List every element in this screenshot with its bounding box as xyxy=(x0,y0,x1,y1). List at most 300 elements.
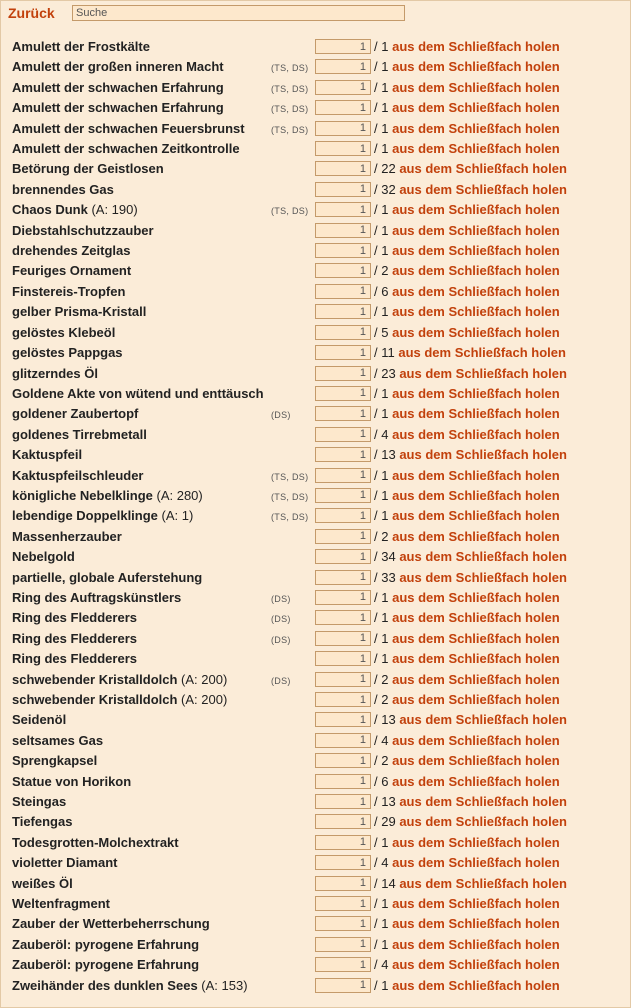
item-name xyxy=(12,794,66,809)
list-item xyxy=(0,384,631,404)
item-name-text: Goldene Akte von wütend und enttäusch xyxy=(12,385,264,401)
item-name-text: Seidenöl xyxy=(12,712,67,728)
fetch-from-locker-link[interactable]: aus dem Schließfach holen xyxy=(392,467,560,483)
quantity-input[interactable] xyxy=(315,692,371,707)
item-name-text: Amulett der Frostkälte xyxy=(12,39,150,54)
item-total-count: / 29 xyxy=(374,814,396,830)
item-name-text: Ring des Fledderers xyxy=(12,630,137,646)
quantity-input[interactable] xyxy=(315,896,371,911)
fetch-from-locker-link[interactable]: aus dem Schließfach holen xyxy=(399,447,567,463)
item-name xyxy=(12,223,154,238)
item-total-count: / 13 xyxy=(374,794,396,810)
list-item xyxy=(0,547,631,567)
item-total-count: / 2 xyxy=(374,692,389,707)
item-attack-value: (A: 190) xyxy=(87,202,138,218)
quantity-input[interactable] xyxy=(315,957,371,972)
item-name xyxy=(12,80,224,95)
quantity-input[interactable] xyxy=(315,610,371,625)
list-item xyxy=(0,935,631,955)
quantity-input[interactable] xyxy=(315,263,371,278)
item-total xyxy=(374,447,567,462)
item-name xyxy=(12,692,227,707)
item-total-count: / 1 xyxy=(374,896,389,912)
item-name xyxy=(12,549,75,564)
quantity-input[interactable] xyxy=(315,243,371,258)
list-item xyxy=(0,670,631,690)
item-total-count: / 1 xyxy=(374,406,389,422)
item-name-text: Weltenfragment xyxy=(12,896,110,912)
item-binding-tag: (TS, DS) xyxy=(271,104,309,115)
item-name xyxy=(12,161,164,176)
fetch-from-locker-link[interactable]: aus dem Schließfach holen xyxy=(392,324,560,340)
item-total xyxy=(374,876,567,891)
item-binding-tag: (TS, DS) xyxy=(271,63,309,74)
quantity-input[interactable] xyxy=(315,631,371,646)
item-total xyxy=(374,263,560,278)
quantity-input[interactable] xyxy=(315,876,371,891)
quantity-input[interactable] xyxy=(315,345,371,360)
item-total xyxy=(374,794,567,809)
item-total-count: / 6 xyxy=(374,283,389,299)
item-total xyxy=(374,835,560,850)
item-name xyxy=(12,427,147,442)
fetch-from-locker-link[interactable]: aus dem Schließfach holen xyxy=(392,936,560,952)
item-binding-tag: (TS, DS) xyxy=(271,206,309,217)
quantity-input[interactable] xyxy=(315,406,371,421)
item-name-text: Todesgrotten-Molchextrakt xyxy=(12,834,179,850)
list-item xyxy=(0,486,631,506)
quantity-input[interactable] xyxy=(315,794,371,809)
item-name xyxy=(12,651,137,666)
fetch-from-locker-link[interactable]: aus dem Schließfach holen xyxy=(392,243,560,259)
item-binding-tag: (TS, DS) xyxy=(271,471,309,482)
item-total xyxy=(374,202,560,217)
search-input[interactable] xyxy=(72,5,405,21)
list-item xyxy=(0,466,631,486)
quantity-input[interactable] xyxy=(315,753,371,768)
list-item xyxy=(0,955,631,975)
item-name-text: gelöstes Pappgas xyxy=(12,345,123,361)
quantity-input[interactable] xyxy=(315,447,371,462)
item-total xyxy=(374,753,560,768)
quantity-input[interactable] xyxy=(315,529,371,544)
list-item xyxy=(0,527,631,547)
fetch-from-locker-link[interactable]: aus dem Schließfach holen xyxy=(392,589,560,605)
item-total-count: / 2 xyxy=(374,753,389,769)
item-attack-value: (A: 153) xyxy=(197,977,248,993)
quantity-input[interactable] xyxy=(315,651,371,666)
item-total xyxy=(374,223,560,238)
fetch-from-locker-link[interactable]: aus dem Schließfach holen xyxy=(392,141,560,157)
item-name xyxy=(12,406,138,421)
list-item xyxy=(0,710,631,730)
item-name-text: partielle, globale Auferstehung xyxy=(12,569,203,585)
item-name xyxy=(12,366,98,381)
quantity-input[interactable] xyxy=(315,304,371,319)
item-name-text: Diebstahlschutzzauber xyxy=(12,222,154,238)
list-item xyxy=(0,98,631,118)
item-total xyxy=(374,672,560,687)
fetch-from-locker-link[interactable]: aus dem Schließfach holen xyxy=(399,875,567,891)
item-total-count: / 1 xyxy=(374,651,389,667)
back-link[interactable]: Zurück xyxy=(8,5,55,21)
fetch-from-locker-link[interactable]: aus dem Schließfach holen xyxy=(392,834,560,850)
quantity-input[interactable] xyxy=(315,488,371,503)
item-name xyxy=(12,59,224,74)
quantity-input[interactable] xyxy=(315,978,371,993)
item-name-text: brennendes Gas xyxy=(12,181,114,197)
item-attack-value: (A: 280) xyxy=(152,487,203,503)
quantity-input[interactable] xyxy=(315,570,371,585)
fetch-from-locker-link[interactable]: aus dem Schließfach holen xyxy=(392,957,560,973)
list-item xyxy=(0,874,631,894)
item-name-text: Massenherzauber xyxy=(12,528,122,544)
list-item xyxy=(0,241,631,261)
item-name xyxy=(12,733,103,748)
fetch-from-locker-link[interactable]: aus dem Schließfach holen xyxy=(392,610,560,626)
item-total xyxy=(374,896,560,911)
item-name-text: Statue von Horikon xyxy=(12,773,132,789)
item-total xyxy=(374,39,560,54)
item-name xyxy=(12,447,82,462)
item-total xyxy=(374,651,560,666)
item-total xyxy=(374,182,567,197)
item-total-count: / 1 xyxy=(374,202,389,218)
item-total-count: / 22 xyxy=(374,161,396,177)
item-name xyxy=(12,814,72,829)
fetch-from-locker-link[interactable]: aus dem Schließfach holen xyxy=(399,794,567,810)
item-name xyxy=(12,978,248,993)
item-name-text: Tiefengas xyxy=(12,814,73,830)
item-name xyxy=(12,570,202,585)
quantity-input[interactable] xyxy=(315,937,371,952)
item-total xyxy=(374,957,560,972)
item-total xyxy=(374,814,567,829)
quantity-input[interactable] xyxy=(315,366,371,381)
fetch-from-locker-link[interactable]: aus dem Schließfach holen xyxy=(392,753,560,769)
quantity-input[interactable] xyxy=(315,141,371,156)
item-total xyxy=(374,508,560,523)
item-total xyxy=(374,590,560,605)
item-name-text: Zauberöl: pyrogene Erfahrung xyxy=(12,936,200,952)
item-total-count: / 1 xyxy=(374,304,389,320)
item-total-count: / 1 xyxy=(374,100,389,116)
item-total-count: / 2 xyxy=(374,263,389,279)
item-name-text: Sprengkapsel xyxy=(12,753,98,769)
item-total xyxy=(374,570,567,585)
fetch-from-locker-link[interactable]: aus dem Schließfach holen xyxy=(399,181,567,197)
fetch-from-locker-link[interactable]: aus dem Schließfach holen xyxy=(398,345,566,361)
item-name xyxy=(12,712,66,727)
item-name-text: lebendige Doppelklinge xyxy=(12,508,158,524)
item-name xyxy=(12,263,131,278)
item-total xyxy=(374,304,560,319)
quantity-input[interactable] xyxy=(315,39,371,54)
item-total xyxy=(374,345,566,360)
item-total xyxy=(374,406,560,421)
fetch-from-locker-link[interactable]: aus dem Schließfach holen xyxy=(392,651,560,667)
list-item xyxy=(0,343,631,363)
item-total xyxy=(374,468,560,483)
fetch-from-locker-link[interactable]: aus dem Schließfach holen xyxy=(392,222,560,238)
fetch-from-locker-link[interactable]: aus dem Schließfach holen xyxy=(392,528,560,544)
fetch-from-locker-link[interactable]: aus dem Schließfach holen xyxy=(392,773,560,789)
list-item xyxy=(0,119,631,139)
list-item xyxy=(0,588,631,608)
item-name-text: Ring des Fledderers xyxy=(12,651,137,667)
list-item xyxy=(0,425,631,445)
item-total xyxy=(374,855,560,870)
list-item xyxy=(0,506,631,526)
item-total-count: / 1 xyxy=(374,936,389,952)
item-name xyxy=(12,610,137,625)
item-name xyxy=(12,304,146,319)
item-total-count: / 14 xyxy=(374,875,396,891)
item-name-text: gelöstes Klebeöl xyxy=(12,324,116,340)
list-item xyxy=(0,914,631,934)
item-name xyxy=(12,121,245,136)
item-total xyxy=(374,59,560,74)
item-total xyxy=(374,712,567,727)
list-item xyxy=(0,282,631,302)
item-name xyxy=(12,508,193,523)
quantity-input[interactable] xyxy=(315,855,371,870)
item-total-count: / 4 xyxy=(374,732,389,748)
fetch-from-locker-link[interactable]: aus dem Schließfach holen xyxy=(392,120,560,136)
item-total-count: / 1 xyxy=(374,222,389,238)
item-name xyxy=(12,774,131,789)
fetch-from-locker-link[interactable]: aus dem Schließfach holen xyxy=(392,630,560,646)
item-name-text: glitzerndes Öl xyxy=(12,365,98,381)
item-binding-tag: (DS) xyxy=(271,614,291,625)
quantity-input[interactable] xyxy=(315,468,371,483)
item-name-text: Kaktuspfeilschleuder xyxy=(12,467,144,483)
quantity-input[interactable] xyxy=(315,774,371,789)
quantity-input[interactable] xyxy=(315,182,371,197)
item-name xyxy=(12,835,179,850)
quantity-input[interactable] xyxy=(315,590,371,605)
item-total xyxy=(374,325,560,340)
item-total xyxy=(374,978,560,993)
list-item xyxy=(0,200,631,220)
quantity-input[interactable] xyxy=(315,100,371,115)
fetch-from-locker-link[interactable]: aus dem Schließfach holen xyxy=(392,39,560,54)
item-binding-tag: (DS) xyxy=(271,593,291,604)
top-bar xyxy=(0,0,631,28)
list-item xyxy=(0,568,631,588)
item-name xyxy=(12,39,150,54)
list-item xyxy=(0,445,631,465)
list-item xyxy=(0,78,631,98)
fetch-from-locker-link[interactable]: aus dem Schließfach holen xyxy=(392,202,560,218)
item-name-text: Finstereis-Tropfen xyxy=(12,283,126,299)
item-binding-tag: (DS) xyxy=(271,410,291,421)
item-total xyxy=(374,243,560,258)
quantity-input[interactable] xyxy=(315,814,371,829)
fetch-from-locker-link[interactable]: aus dem Schließfach holen xyxy=(392,385,560,401)
fetch-from-locker-link[interactable]: aus dem Schließfach holen xyxy=(392,508,560,524)
quantity-input[interactable] xyxy=(315,325,371,340)
item-name xyxy=(12,916,210,931)
item-name xyxy=(12,937,199,952)
fetch-from-locker-link[interactable]: aus dem Schließfach holen xyxy=(399,549,567,565)
item-attack-value: (A: 1) xyxy=(157,508,194,524)
quantity-input[interactable] xyxy=(315,80,371,95)
item-total-count: / 23 xyxy=(374,365,396,381)
list-item xyxy=(0,649,631,669)
item-name-text: Amulett der schwachen Erfahrung xyxy=(12,79,224,95)
item-name-text: Betörung der Geistlosen xyxy=(12,161,164,177)
list-item xyxy=(0,57,631,77)
item-name xyxy=(12,182,114,197)
quantity-input[interactable] xyxy=(315,223,371,238)
list-item xyxy=(0,731,631,751)
item-total-count: / 1 xyxy=(374,467,389,483)
item-name xyxy=(12,855,117,870)
fetch-from-locker-link[interactable]: aus dem Schließfach holen xyxy=(392,100,560,116)
item-name-text: Ring des Fledderers xyxy=(12,610,137,626)
quantity-input[interactable] xyxy=(315,916,371,931)
item-name-text: Zauber der Wetterbeherrschung xyxy=(12,916,210,932)
item-total xyxy=(374,529,560,544)
quantity-input[interactable] xyxy=(315,427,371,442)
item-name xyxy=(12,876,73,891)
fetch-from-locker-link[interactable]: aus dem Schließfach holen xyxy=(392,977,560,993)
item-binding-tag: (TS, DS) xyxy=(271,512,309,523)
item-name-text: Amulett der großen inneren Macht xyxy=(12,59,224,75)
item-name xyxy=(12,386,264,401)
fetch-from-locker-link[interactable]: aus dem Schließfach holen xyxy=(392,732,560,748)
item-name xyxy=(12,100,224,115)
quantity-input[interactable] xyxy=(315,508,371,523)
item-name xyxy=(12,202,138,217)
item-total-count: / 13 xyxy=(374,447,396,463)
item-total xyxy=(374,774,560,789)
list-item xyxy=(0,853,631,873)
quantity-input[interactable] xyxy=(315,386,371,401)
list-item xyxy=(0,221,631,241)
fetch-from-locker-link[interactable]: aus dem Schließfach holen xyxy=(392,487,560,503)
item-total xyxy=(374,366,567,381)
quantity-input[interactable] xyxy=(315,835,371,850)
fetch-from-locker-link[interactable]: aus dem Schließfach holen xyxy=(392,855,560,871)
item-total xyxy=(374,549,567,564)
item-name-text: Zauberöl: pyrogene Erfahrung xyxy=(12,957,200,973)
item-total-count: / 1 xyxy=(374,385,389,401)
quantity-input[interactable] xyxy=(315,59,371,74)
item-total-count: / 5 xyxy=(374,324,389,340)
list-item xyxy=(0,751,631,771)
fetch-from-locker-link[interactable]: aus dem Schließfach holen xyxy=(399,365,567,381)
item-total xyxy=(374,141,560,156)
item-name xyxy=(12,672,227,687)
fetch-from-locker-link[interactable]: aus dem Schließfach holen xyxy=(392,283,560,299)
fetch-from-locker-link[interactable]: aus dem Schließfach holen xyxy=(392,406,560,422)
quantity-input[interactable] xyxy=(315,549,371,564)
item-name-text: Chaos Dunk xyxy=(12,202,88,218)
item-name xyxy=(12,141,240,156)
list-item xyxy=(0,364,631,384)
quantity-input[interactable] xyxy=(315,121,371,136)
item-name-text: schwebender Kristalldolch xyxy=(12,692,178,707)
item-name-text: gelber Prisma-Kristall xyxy=(12,304,147,320)
item-total-count: / 1 xyxy=(374,141,389,157)
item-name xyxy=(12,468,144,483)
item-total-count: / 13 xyxy=(374,712,396,728)
item-total-count: / 33 xyxy=(374,569,396,585)
fetch-from-locker-link[interactable]: aus dem Schließfach holen xyxy=(399,814,567,830)
fetch-from-locker-link[interactable]: aus dem Schließfach holen xyxy=(392,671,560,687)
fetch-from-locker-link[interactable]: aus dem Schließfach holen xyxy=(399,712,567,728)
list-item xyxy=(0,690,631,710)
item-total xyxy=(374,121,560,136)
item-total-count: / 1 xyxy=(374,589,389,605)
item-total-count: / 2 xyxy=(374,671,389,687)
fetch-from-locker-link[interactable]: aus dem Schließfach holen xyxy=(392,916,560,932)
list-item xyxy=(0,629,631,649)
item-name-text: Amulett der schwachen Feuersbrunst xyxy=(12,120,245,136)
item-total xyxy=(374,692,560,707)
item-total xyxy=(374,427,560,442)
item-name-text: Amulett der schwachen Erfahrung xyxy=(12,100,224,116)
fetch-from-locker-link[interactable]: aus dem Schließfach holen xyxy=(392,59,560,75)
quantity-input[interactable] xyxy=(315,161,371,176)
quantity-input[interactable] xyxy=(315,202,371,217)
item-name-text: Zweihänder des dunklen Sees xyxy=(12,977,198,993)
fetch-from-locker-link[interactable]: aus dem Schließfach holen xyxy=(392,79,560,95)
list-item xyxy=(0,323,631,343)
item-binding-tag: (TS, DS) xyxy=(271,491,309,502)
item-total xyxy=(374,80,560,95)
item-name xyxy=(12,957,199,972)
item-total xyxy=(374,631,560,646)
fetch-from-locker-link[interactable]: aus dem Schließfach holen xyxy=(392,304,560,320)
list-item xyxy=(0,833,631,853)
item-name xyxy=(12,325,115,340)
list-item xyxy=(0,894,631,914)
quantity-input[interactable] xyxy=(315,672,371,687)
item-name-text: Nebelgold xyxy=(12,549,75,565)
item-total-count: / 1 xyxy=(374,977,389,993)
list-item xyxy=(0,139,631,159)
item-list xyxy=(0,37,631,996)
item-name-text: Kaktuspfeil xyxy=(12,447,83,463)
fetch-from-locker-link[interactable]: aus dem Schließfach holen xyxy=(392,263,560,279)
item-name-text: goldenes Tirrebmetall xyxy=(12,426,147,442)
item-total-count: / 4 xyxy=(374,957,389,973)
item-total xyxy=(374,733,560,748)
item-name xyxy=(12,529,122,544)
item-name-text: Steingas xyxy=(12,794,67,810)
item-total-count: / 1 xyxy=(374,630,389,646)
fetch-from-locker-link[interactable]: aus dem Schließfach holen xyxy=(399,569,567,585)
item-name-text: drehendes Zeitglas xyxy=(12,243,131,259)
quantity-input[interactable] xyxy=(315,712,371,727)
fetch-from-locker-link[interactable]: aus dem Schließfach holen xyxy=(392,896,560,912)
item-total-count: / 4 xyxy=(374,855,389,871)
item-name xyxy=(12,284,125,299)
item-binding-tag: (TS, DS) xyxy=(271,83,309,94)
quantity-input[interactable] xyxy=(315,284,371,299)
list-item xyxy=(0,180,631,200)
list-item xyxy=(0,812,631,832)
fetch-from-locker-link[interactable]: aus dem Schließfach holen xyxy=(392,426,560,442)
item-total-count: / 1 xyxy=(374,59,389,75)
fetch-from-locker-link[interactable]: aus dem Schließfach holen xyxy=(399,161,567,177)
fetch-from-locker-link[interactable]: aus dem Schließfach holen xyxy=(392,692,560,707)
quantity-input[interactable] xyxy=(315,733,371,748)
item-name xyxy=(12,243,130,258)
